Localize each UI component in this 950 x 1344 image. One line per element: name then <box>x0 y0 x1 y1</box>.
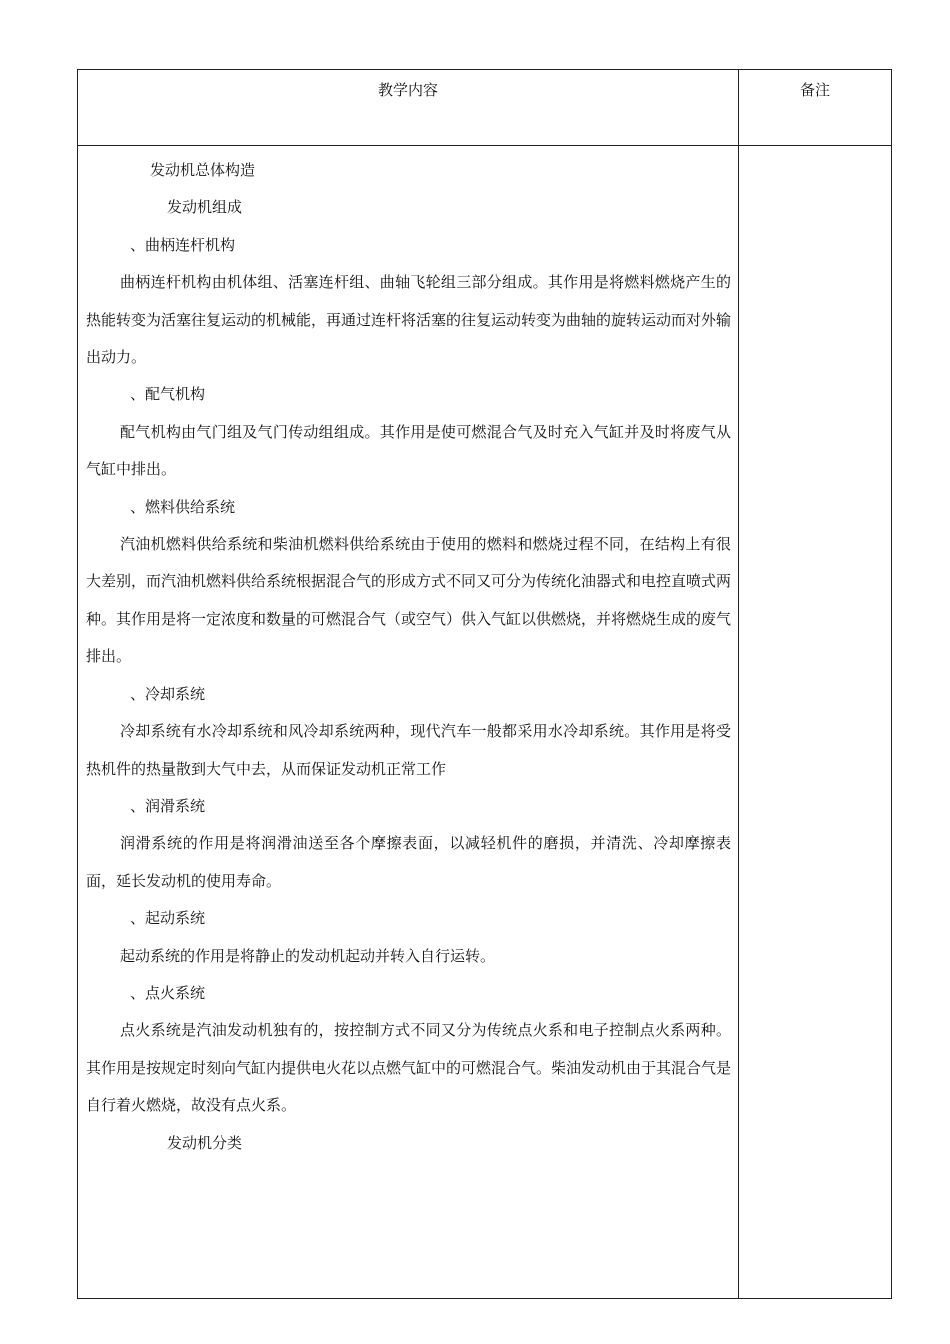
section-body-valve: 配气机构由气门组及气门传动组组成。其作用是使可燃混合气及时充入气缸并及时将废气从气缸中排出。 <box>86 422 731 479</box>
section-heading-starting: 、起动系统 <box>130 909 206 928</box>
notes-cell <box>739 146 891 1298</box>
teaching-content-cell <box>86 152 731 1162</box>
section-heading-crank: 、曲柄连杆机构 <box>130 235 236 254</box>
section-heading-ignition: 、点火系统 <box>130 983 206 1002</box>
section-body-ignition: 点火系统是汽油发动机独有的，按控制方式不同又分为传统点火系和电子控制点火系两种。其作用是按规定时刻向气缸内提供电火花以点燃气缸中的可燃混合气。柴油发动机由于其混合气是自行着火燃烧，故没有点火系。 <box>86 1021 732 1115</box>
section-heading-lubrication: 、润滑系统 <box>130 796 206 815</box>
content-subtitle: 发动机组成 <box>167 198 243 217</box>
content-title: 发动机总体构造 <box>150 161 256 179</box>
section-heading-fuel: 、燃料供给系统 <box>130 497 236 516</box>
section-heading-cooling: 、冷却系统 <box>130 684 206 703</box>
section-body-cooling: 冷却系统有水冷却系统和风冷却系统两种，现代汽车一般都采用水冷却系统。其作用是将受热机件的热量散到大气中去，从而保证发动机正常工作 <box>86 722 731 778</box>
section-heading-valve: 、配气机构 <box>130 385 206 404</box>
table-header-row <box>78 70 891 146</box>
lesson-table <box>77 69 892 1299</box>
section-body-lubrication: 润滑系统的作用是将润滑油送至各个摩擦表面，以减轻机件的磨损，并清洗、冷却摩擦表面，延长发动机的使用寿命。 <box>86 834 731 890</box>
section-body-fuel: 汽油机燃料供给系统和柴油机燃料供给系统由于使用的燃料和燃烧过程不同，在结构上有很大差别，而汽油机燃料供给系统根据混合气的形成方式不同又可分为传统化油器式和电控直喷式两种。其作用是将一定浓度和数量的可燃混合气（或空气）供入气缸以供燃烧，并将燃烧生成的废气排出。 <box>86 535 732 666</box>
header-teaching-content: 教学内容 <box>377 81 438 99</box>
section-body-starting: 起动系统的作用是将静止的发动机起动并转入自行运转。 <box>120 946 496 965</box>
section-body-crank: 曲柄连杆机构由机体组、活塞连杆组、曲轴飞轮组三部分组成。其作用是将燃料燃烧产生的热能转变为活塞往复运动的机械能，再通过连杆将活塞的往复运动转变为曲轴的旋转运动而对外输出动力。 <box>86 273 732 367</box>
content-closing-heading: 发动机分类 <box>167 1133 243 1152</box>
header-notes: 备注 <box>799 81 830 99</box>
